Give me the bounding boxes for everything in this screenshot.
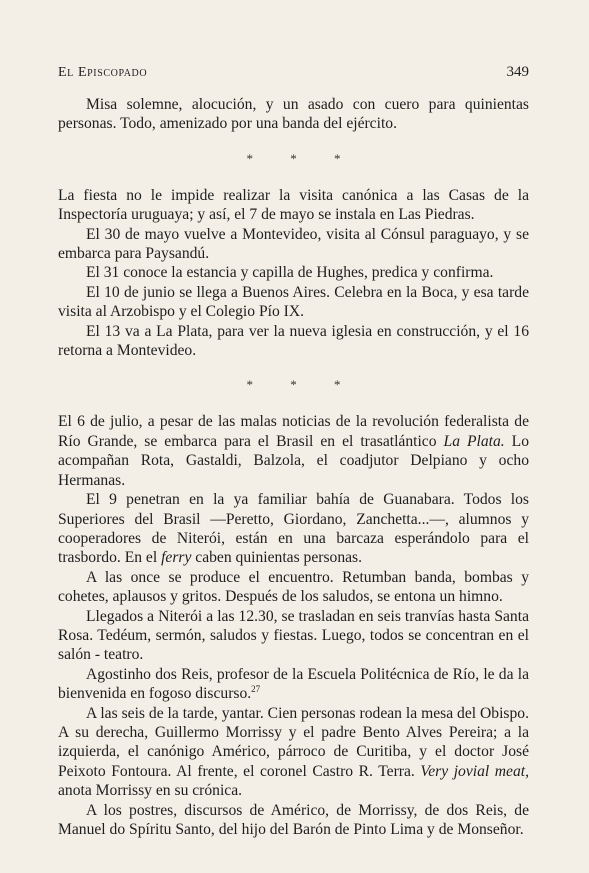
- ship-name: La Plata.: [443, 432, 505, 450]
- chapter-title: El Episcopado: [58, 65, 148, 80]
- paragraph: La fiesta no le impide realizar la visita canónica a las Casas de la Inspectoría uruguaya; y así, el 7 de mayo se instala en Las Piedras.: [58, 186, 529, 224]
- paragraph: El 31 conoce la estancia y capilla de Hughes, predica y confirma.: [86, 264, 494, 282]
- paragraph: A las once se produce el encuentro. Retumban banda, bombas y cohetes, aplausos y gritos. Después de los saludos, se entona un himno.: [58, 568, 529, 606]
- paragraph: [58, 665, 529, 704]
- text-run: anota Morrissy en su crónica.: [58, 782, 243, 800]
- quotation: Very jovial meat,: [420, 762, 530, 780]
- paragraph: Misa solemne, alocución, y un asado con cuero para quinientas personas. Todo, amenizado por una banda del ejército.: [58, 96, 529, 133]
- body-text: [58, 95, 529, 839]
- footnote-reference[interactable]: 27: [251, 683, 261, 694]
- paragraph: El 30 de mayo vuelve a Montevideo, visita al Cónsul paraguayo, y se embarca para Paysandú.: [58, 225, 529, 263]
- text-run: El 6 de julio, a pesar de las malas noticias de la revolución federalista de Río Grande, se embarca para el Brasil en el trasatlántico: [58, 413, 529, 450]
- text-run: caben quinientas personas.: [191, 549, 363, 567]
- italic-word: ferry: [161, 549, 192, 567]
- paragraph: El 13 va a La Plata, para ver la nueva iglesia en construcción, y el 16 retorna a Montevideo.: [58, 322, 529, 360]
- text-run: El 9 penetran en la ya familiar bahía de Guanabara. Todos los Superiores del Brasil —Peretto, Giordano, Zanchetta...—, alumnos y cooperadores de Niterói, están en una barcaza esperándolo para el trasbordo.: [58, 491, 529, 567]
- page-number: 349: [506, 64, 529, 80]
- text-run: Lo acompañan Rota, Gastaldi, Balzola, el coadjutor Delpiano y ocho Hermanas.: [58, 432, 529, 489]
- running-head: [58, 64, 529, 81]
- section-separator: * * *: [246, 377, 341, 393]
- paragraph: [58, 490, 529, 568]
- section-separator: * * *: [246, 150, 341, 166]
- text-run: A las seis de la tarde, yantar. Cien personas rodean la mesa del Obispo. A su derecha, Guillermo Morrissy y el padre Bento Alves Pereira; a la izquierda, el canónigo Américo, párroco de Curitiba, y el doctor José Peixoto Fontoura. Al frente, el coronel Castro R. Terra.: [58, 704, 529, 780]
- paragraph: [58, 412, 529, 490]
- paragraph: Llegados a Niterói a las 12.30, se trasladan en seis tranvías hasta Santa Rosa. Tedéum, sermón, saludos y fiestas. Luego, todos se concentran en el salón - teatro.: [58, 607, 529, 664]
- text-run: En el: [120, 549, 162, 567]
- paragraph: [58, 704, 529, 801]
- paragraph: El 10 de junio se llega a Buenos Aires. Celebra en la Boca, y esa tarde visita al Arzobispo y el Colegio Pío IX.: [58, 283, 529, 321]
- paragraph: A los postres, discursos de Américo, de Morrissy, de dos Reis, de Manuel do Spíritu Santo, del hijo del Barón de Pinto Lima y de Monseñor.: [58, 801, 529, 838]
- text-run: Agostinho dos Reis, profesor de la Escuela Politécnica de Río, le da la bienvenida en fogoso discurso.: [58, 665, 529, 703]
